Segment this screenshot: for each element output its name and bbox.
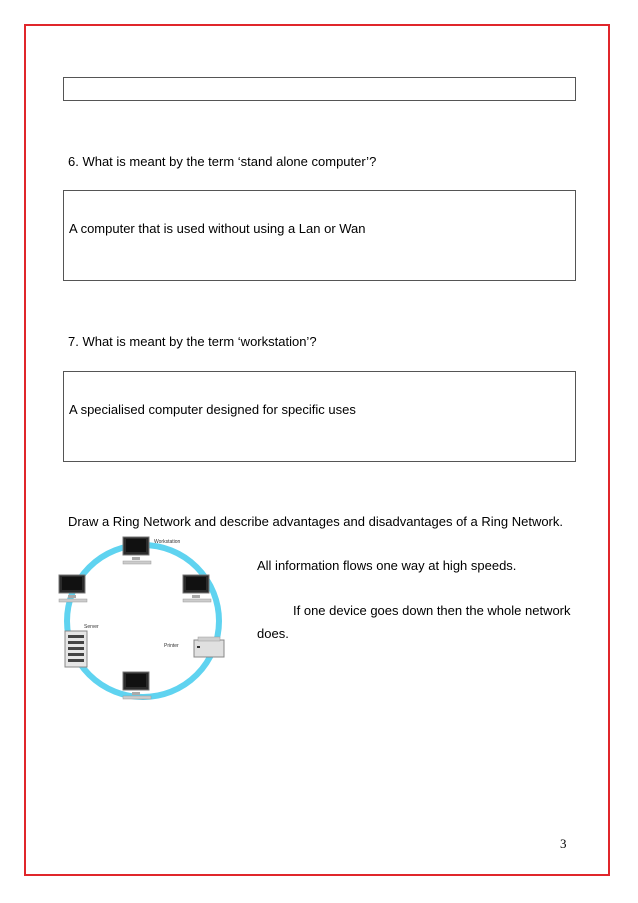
printer-label: Printer <box>164 643 179 649</box>
workstation-right <box>183 575 211 602</box>
page-number: 3 <box>560 836 567 851</box>
answer-6: A computer that is used without using a Lan or Wan <box>69 221 366 236</box>
ring-disadvantage-line2: does. <box>257 626 289 641</box>
printer <box>194 637 224 657</box>
server-label: Server <box>84 624 99 630</box>
answer-box-7 <box>63 371 576 462</box>
ring-network-diagram <box>50 533 240 705</box>
ring-disadvantage-line1: If one device goes down then the whole network <box>293 603 571 618</box>
previous-answer-box <box>63 77 576 101</box>
answer-7: A specialised computer designed for specific uses <box>69 402 356 417</box>
server-rack <box>65 631 87 667</box>
ring-advantage: All information flows one way at high speeds. <box>257 558 517 573</box>
question-6: 6. What is meant by the term ‘stand alone computer’? <box>68 154 377 169</box>
workstation-label: Workstation <box>154 539 181 545</box>
question-7: 7. What is meant by the term ‘workstation’? <box>68 334 317 349</box>
ring-network-prompt: Draw a Ring Network and describe advantages and disadvantages of a Ring Network. <box>68 514 563 529</box>
workstation-left <box>59 575 87 602</box>
answer-box-6 <box>63 190 576 281</box>
workstation-top <box>123 537 151 564</box>
